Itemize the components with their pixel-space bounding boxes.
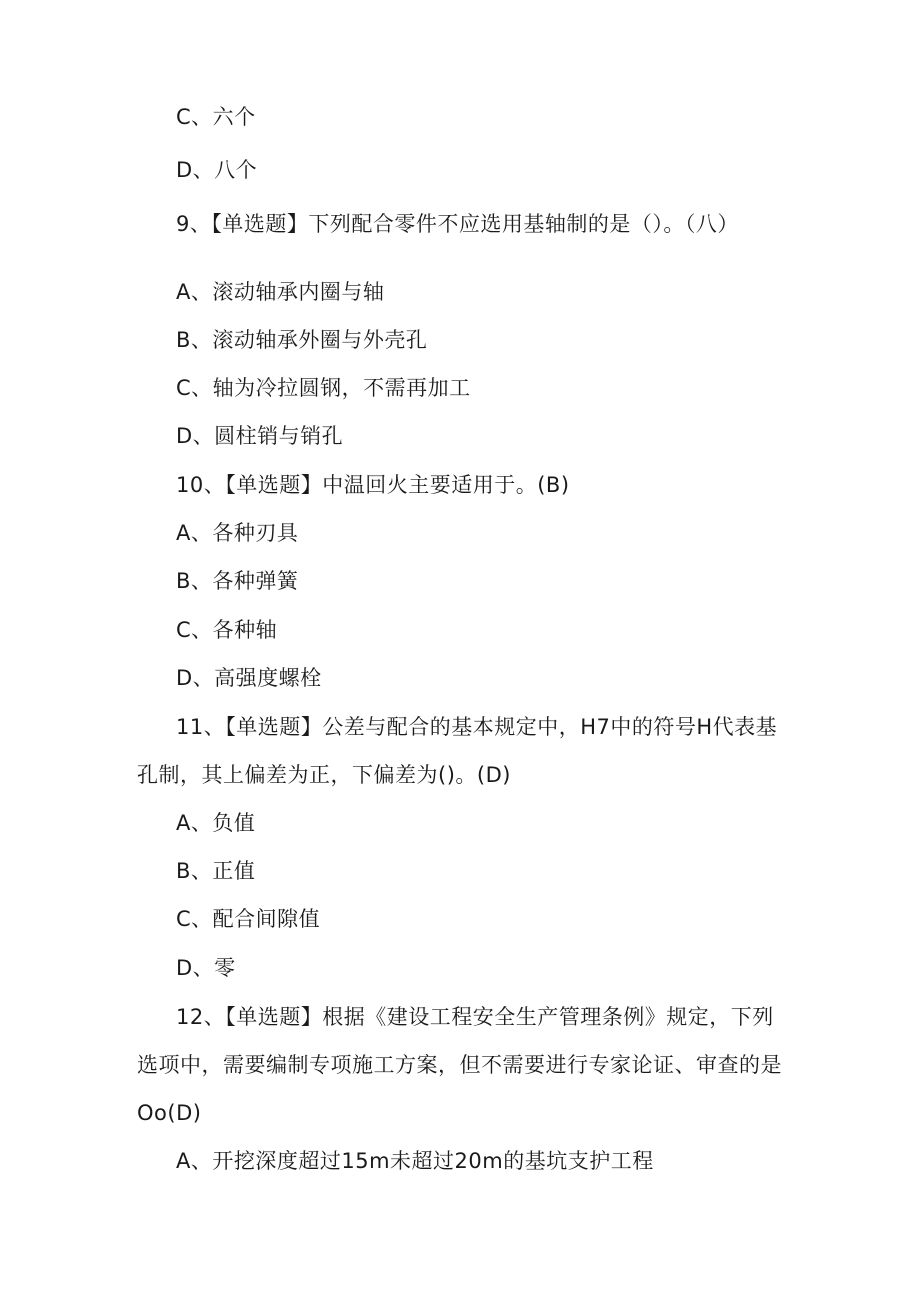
option-b-q11: B、正值 [176, 859, 256, 883]
question-11-line-1: 11、【单选题】公差与配合的基本规定中，H7中的符号H代表基 [176, 715, 778, 739]
option-a-q12: A、开挖深度超过15m未超过20m的基坑支护工程 [176, 1149, 654, 1173]
option-a-q10: A、各种刃具 [176, 521, 299, 545]
question-12-line-3: Oo(D) [137, 1101, 202, 1125]
option-c-q10: C、各种轴 [176, 618, 278, 642]
option-c-q8: C、六个 [176, 105, 256, 129]
option-d-q9: D、圆柱销与销孔 [176, 424, 344, 448]
option-a-q9: A、滚动轴承内圈与轴 [176, 280, 385, 304]
question-11-line-2: 孔制，其上偏差为正，下偏差为()。(D) [137, 763, 511, 787]
option-d-q11: D、零 [176, 956, 236, 980]
option-b-q9: B、滚动轴承外圈与外壳孔 [176, 328, 428, 352]
option-d-q10: D、高强度螺栓 [176, 666, 322, 690]
question-10: 10、【单选题】中温回火主要适用于。(B) [176, 473, 570, 497]
question-12-line-1: 12、【单选题】根据《建设工程安全生产管理条例》规定，下列 [176, 1005, 774, 1029]
option-b-q10: B、各种弹簧 [176, 569, 299, 593]
option-c-q9: C、轴为冷拉圆钢，不需再加工 [176, 376, 471, 400]
question-12-line-2: 选项中，需要编制专项施工方案，但不需要进行专家论证、审查的是 [137, 1053, 782, 1077]
question-9: 9、【单选题】下列配合零件不应选用基轴制的是（）。（八） [176, 212, 739, 236]
option-a-q11: A、负值 [176, 811, 256, 835]
option-c-q11: C、配合间隙值 [176, 907, 321, 931]
option-d-q8: D、八个 [176, 158, 258, 182]
